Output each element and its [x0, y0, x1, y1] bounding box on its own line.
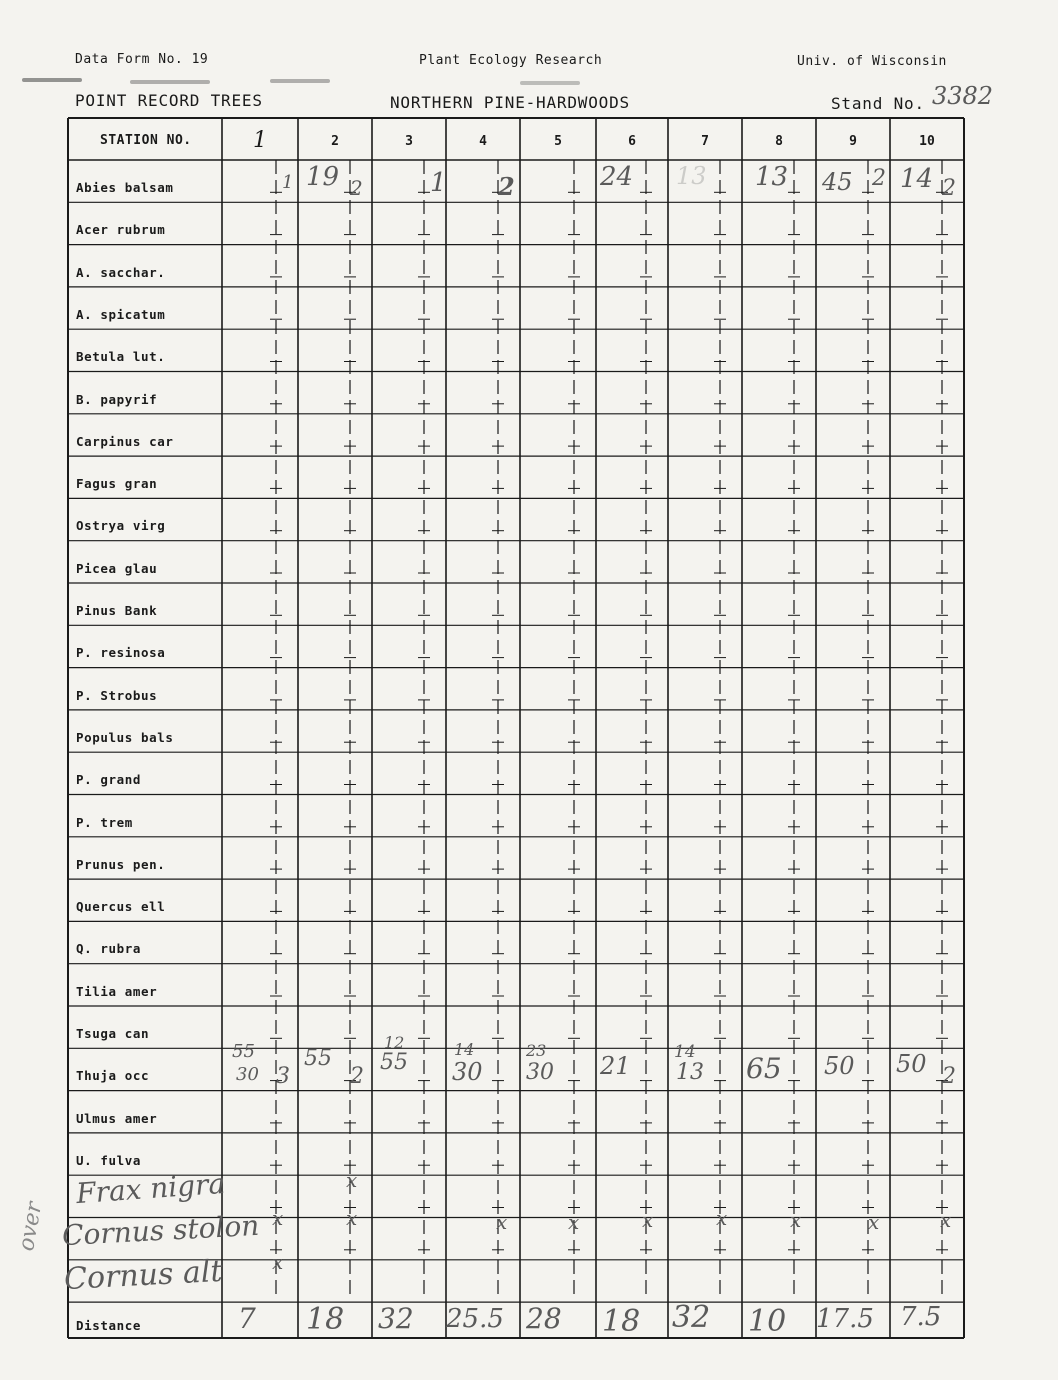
form-number: Data Form No. 19 — [75, 52, 209, 67]
station-number: 7 — [701, 134, 709, 149]
abies-entry: 1 — [430, 168, 447, 198]
university: Univ. of Wisconsin — [797, 54, 947, 69]
distance-value: 18 — [306, 1302, 345, 1337]
thuja-entry: 55 — [380, 1050, 408, 1075]
thuja-entry: 55 — [304, 1046, 332, 1071]
thuja-entry: 12 — [384, 1033, 405, 1052]
distance-value: 28 — [526, 1302, 562, 1335]
organization: Plant Ecology Research — [419, 53, 603, 68]
station-number: 6 — [628, 134, 636, 149]
species-label: Pinus Bank — [76, 603, 158, 618]
thuja-entry: 30 — [452, 1058, 483, 1086]
form-title: POINT RECORD TREES — [75, 91, 263, 110]
thuja-entry: 2 — [350, 1064, 364, 1089]
stand-label: Stand No. — [831, 94, 925, 113]
distance-value: 17.5 — [816, 1304, 874, 1334]
distance-value: 18 — [602, 1304, 641, 1339]
thuja-entry: 30 — [526, 1060, 554, 1085]
species-label: Carpinus car — [76, 433, 174, 449]
station-number: 1 — [253, 128, 267, 153]
station-number: 8 — [775, 134, 783, 149]
x-mark: x — [790, 1208, 802, 1232]
species-label: Abies balsam — [76, 180, 174, 195]
abies-entry: 13 — [676, 162, 707, 190]
side-note: over — [14, 1200, 48, 1253]
species-label: Fagus gran — [76, 476, 158, 492]
x-mark: x — [346, 1206, 358, 1230]
x-mark: x — [568, 1210, 580, 1234]
station-number: 2 — [331, 134, 339, 149]
species-label: A. spicatum — [76, 306, 166, 322]
x-mark: x — [272, 1206, 284, 1230]
distance-label: Distance — [76, 1318, 142, 1333]
station-number: 3 — [405, 134, 413, 149]
abies-entry: 14 — [900, 164, 934, 194]
abies-entry: 2 — [872, 166, 886, 191]
abies-entry: 45 — [822, 168, 853, 196]
species-label: Ulmus amer — [76, 1110, 158, 1126]
station-number: 10 — [919, 134, 935, 149]
abies-entry: 19 — [306, 162, 340, 192]
x-mark: x — [346, 1168, 358, 1192]
species-label: Picea glau — [76, 560, 158, 576]
thuja-entry: 13 — [676, 1060, 704, 1085]
thuja-entry: 23 — [526, 1041, 547, 1060]
distance-value: 32 — [378, 1302, 414, 1335]
species-label: Tsuga can — [76, 1026, 150, 1041]
species-label: Populus bals — [76, 729, 174, 745]
extra-species-cornus-alt: Cornus alt — [63, 1253, 224, 1298]
x-mark: x — [642, 1208, 654, 1232]
distance-value: 25.5 — [446, 1304, 504, 1334]
species-label: Acer rubrum — [76, 222, 166, 238]
species-label: Q. rubra — [76, 941, 142, 957]
species-label: P. trem — [76, 814, 133, 830]
thuja-entry: 3 — [276, 1064, 290, 1089]
form-subtitle: NORTHERN PINE-HARDWOODS — [390, 93, 630, 112]
distance-value: 7.5 — [900, 1302, 942, 1332]
species-label: U. fulva — [76, 1152, 142, 1168]
species-label: B. papyrif — [76, 391, 158, 407]
thuja-entry: 50 — [896, 1050, 927, 1078]
station-number: 9 — [849, 134, 857, 149]
abies-entry: 1 — [282, 172, 294, 193]
x-mark: x — [272, 1250, 284, 1274]
abies-entry: 2 — [942, 176, 956, 201]
distance-value: 32 — [672, 1300, 711, 1335]
species-label: A. sacchar. — [76, 264, 166, 280]
species-label: P. grand — [76, 772, 142, 788]
x-mark: x — [716, 1206, 728, 1230]
abies-entry: 13 — [755, 162, 789, 192]
distance-value: 7 — [238, 1302, 256, 1335]
species-label: Tilia amer — [76, 983, 158, 999]
x-mark: x — [940, 1208, 952, 1232]
thuja-entry: 65 — [746, 1052, 782, 1085]
abies-entry: 2 — [498, 172, 515, 201]
thuja-entry: 21 — [600, 1052, 631, 1080]
species-label: Quercus ell — [76, 899, 166, 915]
thuja-entry: 14 — [454, 1040, 475, 1059]
species-label: P. Strobus — [76, 687, 158, 703]
species-label: P. resinosa — [76, 645, 166, 661]
thuja-entry: 30 — [236, 1064, 259, 1085]
distance-value: 10 — [748, 1304, 787, 1339]
species-label: Prunus pen. — [76, 856, 166, 872]
x-mark: x — [868, 1210, 880, 1234]
thuja-entry: 55 — [232, 1041, 255, 1062]
abies-entry: 2 — [350, 176, 363, 200]
x-mark: x — [496, 1210, 508, 1234]
extra-species-cornus-stolon: Cornus stolon — [61, 1208, 261, 1253]
thuja-entry: 2 — [942, 1064, 956, 1089]
species-label: Betula lut. — [76, 349, 166, 365]
extra-species-frax: Frax nigra — [75, 1166, 227, 1211]
station-number: 4 — [479, 134, 487, 149]
station-header: STATION NO. — [100, 133, 192, 148]
stand-number: 3382 — [932, 82, 994, 110]
thuja-entry: 50 — [824, 1052, 855, 1080]
species-label: Ostrya virg — [76, 518, 166, 534]
station-number: 5 — [554, 134, 562, 149]
abies-entry: 24 — [600, 162, 634, 192]
thuja-entry: 14 — [674, 1042, 696, 1062]
species-label: Thuja occ — [76, 1068, 150, 1084]
